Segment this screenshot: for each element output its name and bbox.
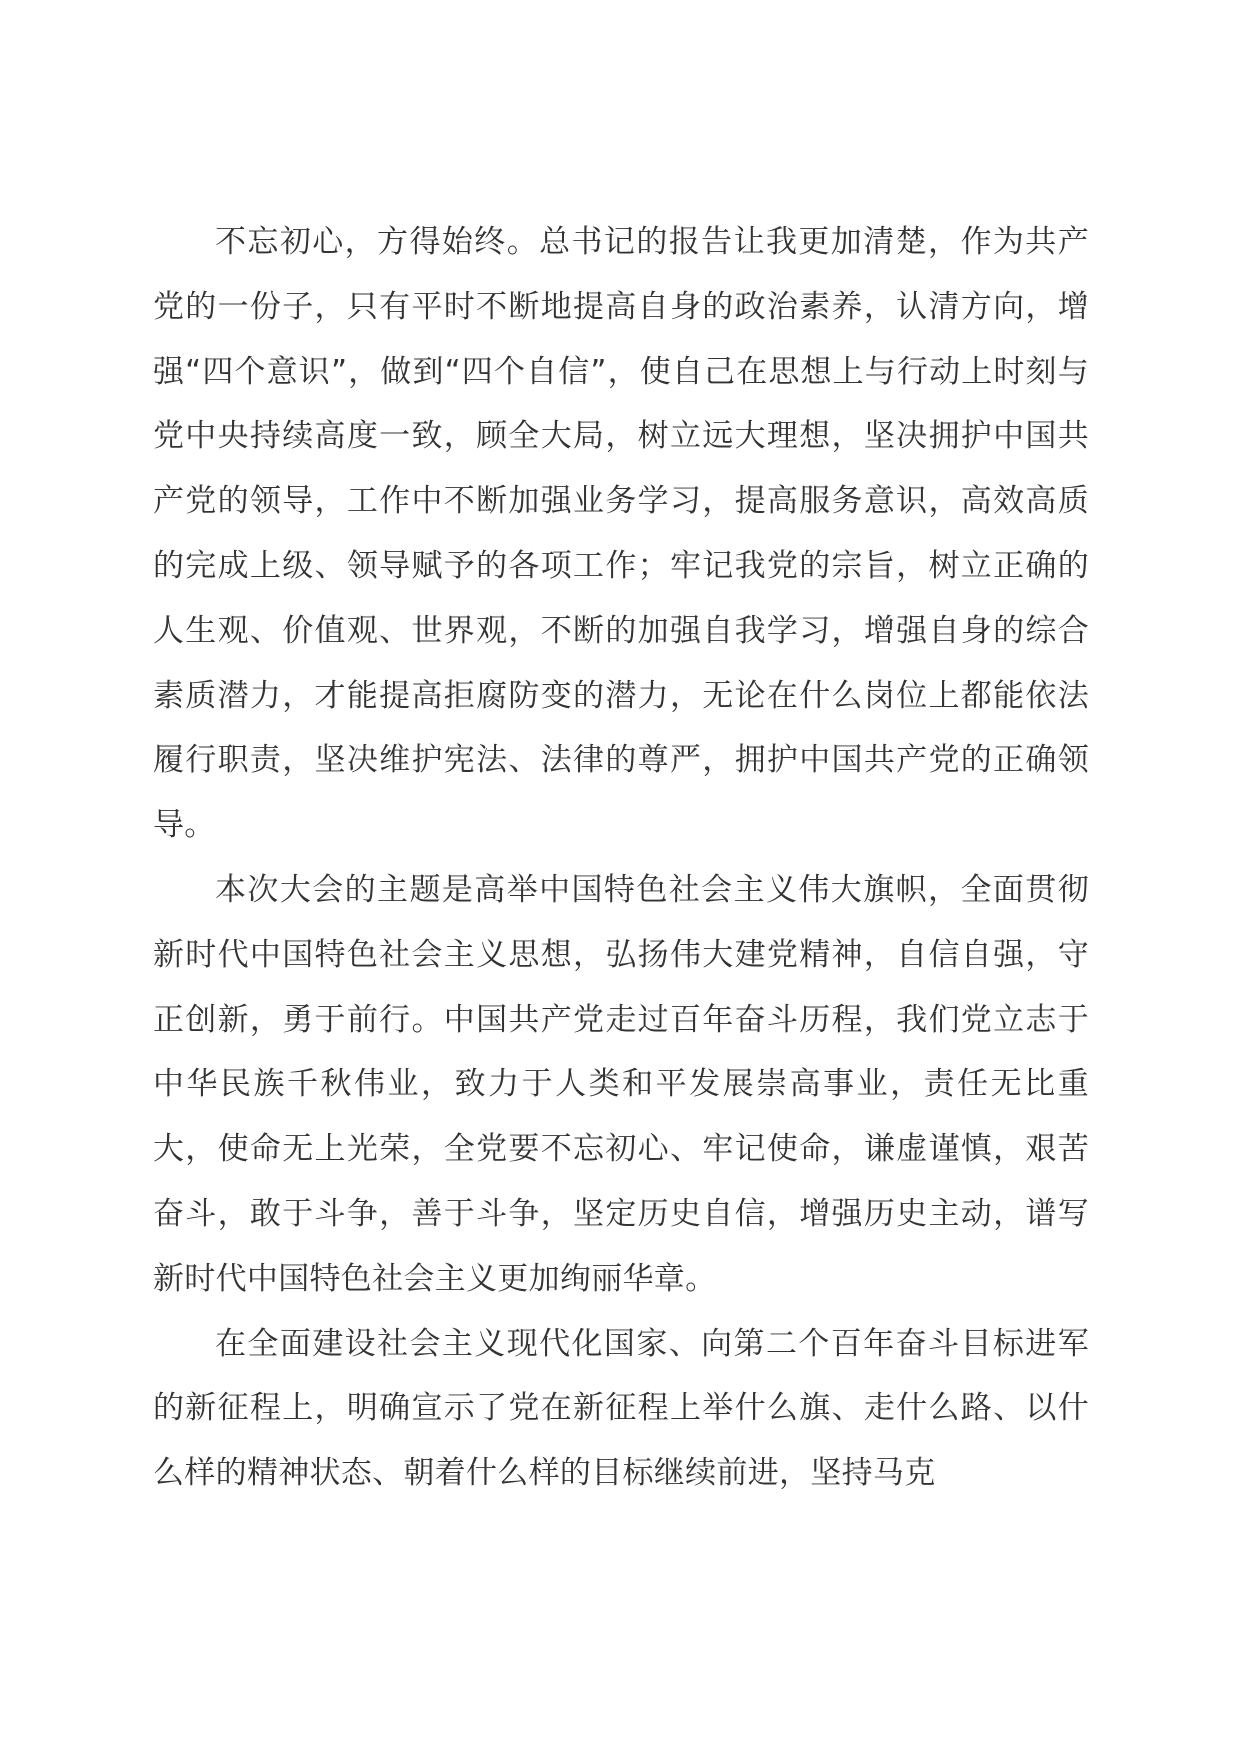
document-body <box>153 210 1089 1506</box>
paragraph-1: 不忘初心，方得始终。总书记的报告让我更加清楚，作为共产党的一份子，只有平时不断地提高自身的政治素养，认清方向，增强“四个意识”，做到“四个自信”，使自己在思想上与行动上时刻与党中央持续高度一致，顾全大局，树立远大理想，坚决拥护中国共产党的领导，工作中不断加强业务学习，提高服务意识，高效高质的完成上级、领导赋予的各项工作；牢记我党的宗旨，树立正确的人生观、价值观、世界观，不断的加强自我学习，增强自身的综合素质潜力，才能提高拒腐防变的潜力，无论在什么岗位上都能依法履行职责，坚决维护宪法、法律的尊严，拥护中国共产党的正确领导。 <box>153 224 1089 844</box>
paragraph-2: 本次大会的主题是高举中国特色社会主义伟大旗帜，全面贯彻新时代中国特色社会主义思想，弘扬伟大建党精神，自信自强，守正创新，勇于前行。中国共产党走过百年奋斗历程，我们党立志于中华民族千秋伟业，致力于人类和平发展崇高事业，责任无比重大，使命无上光荣，全党要不忘初心、牢记使命，谦虚谨慎，艰苦奋斗，敢于斗争，善于斗争，坚定历史自信，增强历史主动，谱写新时代中国特色社会主义更加绚丽华章。 <box>153 871 1089 1297</box>
paragraph-3: 在全面建设社会主义现代化国家、向第二个百年奋斗目标进军的新征程上，明确宣示了党在新征程上举什么旗、走什么路、以什么样的精神状态、朝着什么样的目标继续前进，坚持马克 <box>153 1325 1089 1492</box>
